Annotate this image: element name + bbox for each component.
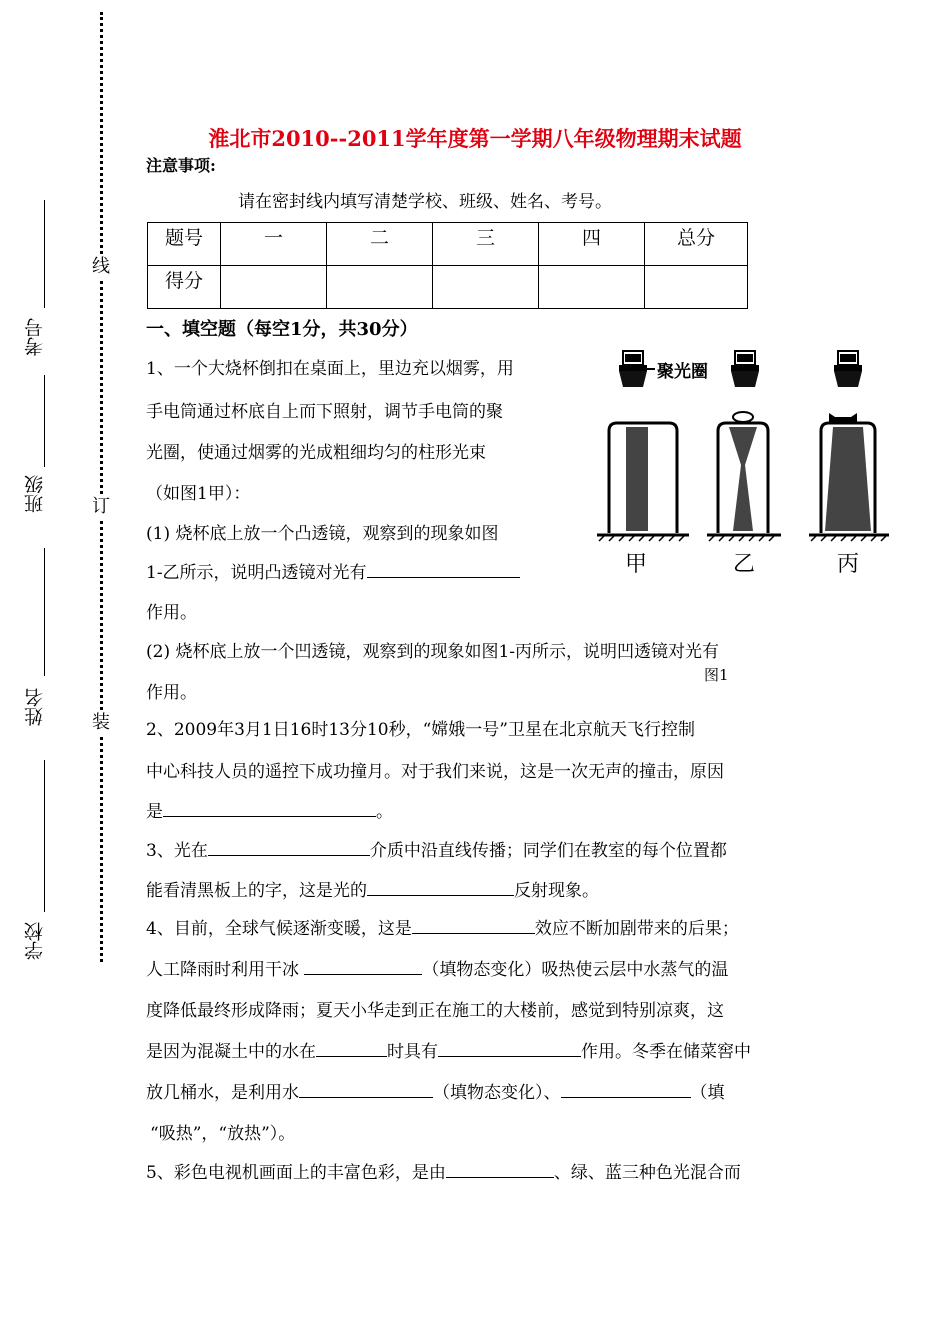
q2-line: 2、2009年3月1日16时13分10秒，“嫦娥一号”卫星在北京航天飞行控制 — [146, 720, 695, 740]
score-input-cell[interactable] — [433, 266, 539, 309]
page-title: 淮北市2010--2011学年度第一学期八年级物理期末试题 — [208, 126, 742, 151]
answer-blank[interactable] — [438, 1039, 581, 1057]
q4-text: （填物态变化）吸热使云层中水蒸气的温 — [422, 960, 729, 980]
q4-text: 作用。冬季在储菜窖中 — [581, 1042, 751, 1062]
answer-blank[interactable] — [208, 838, 370, 856]
table-surface — [597, 535, 889, 541]
q3-text: 反射现象。 — [514, 881, 599, 901]
answer-blank[interactable] — [412, 916, 535, 934]
q5-line-with-blank — [146, 1158, 741, 1183]
q4-line-with-blank — [146, 1037, 751, 1062]
exam-number-line — [44, 200, 45, 308]
answer-blank[interactable] — [367, 878, 514, 896]
q1-line: 光圈，使通过烟雾的光成粗细均匀的柱形光束 — [146, 443, 486, 463]
answer-blank[interactable] — [163, 799, 376, 817]
beaker-yi — [718, 412, 768, 533]
q4-line: 度降低最终形成降雨；夏天小华走到正在施工的大楼前，感觉到特别凉爽，这 — [146, 1001, 724, 1021]
figure-label-bing: 丙 — [837, 552, 860, 577]
q1-line: 作用。 — [146, 683, 197, 703]
q2-line: 中心科技人员的遥控下成功撞月。对于我们来说，这是一次无声的撞击，原因 — [146, 762, 724, 782]
q3-text: 3、光在 — [146, 841, 208, 861]
score-input-cell[interactable] — [327, 266, 433, 309]
answer-blank[interactable] — [316, 1039, 387, 1057]
score-cell: 总分 — [645, 223, 748, 266]
q4-text: （填 — [690, 1083, 725, 1103]
q1-line: (2) 烧杯底上放一个凹透镜，观察到的现象如图1-丙所示，说明凹透镜对光有 — [146, 642, 720, 662]
q3-text: 介质中沿直线传播；同学们在教室的每个位置都 — [369, 841, 727, 861]
callout-label: 聚光圈 — [657, 362, 708, 382]
answer-blank[interactable] — [561, 1080, 691, 1098]
binding-char-xian: 线 — [89, 256, 113, 278]
q3-text: 能看清黑板上的字，这是光的 — [146, 881, 367, 901]
flashlight-icon — [619, 351, 647, 387]
answer-blank[interactable] — [446, 1160, 554, 1178]
score-cell: 二 — [327, 223, 433, 266]
q5-text: 、绿、蓝三种色光混合而 — [553, 1163, 741, 1183]
answer-blank[interactable] — [367, 560, 520, 578]
q4-text: 时具有 — [387, 1042, 438, 1062]
score-input-cell[interactable] — [539, 266, 645, 309]
figure-caption: 图1 — [704, 666, 729, 684]
school-line — [44, 760, 45, 912]
q4-text: （填物态变化）、 — [433, 1083, 561, 1103]
q1-line: （如图1甲）： — [146, 484, 251, 504]
exam-number-label: 考号 — [24, 318, 46, 356]
figure-1 — [595, 345, 915, 577]
q1-line: 手电筒通过杯底自上而下照射，调节手电筒的聚 — [146, 402, 503, 422]
q1-line: 作用。 — [146, 603, 197, 623]
q1-line: 1、一个大烧杯倒扣在桌面上，里边充以烟雾，用 — [146, 359, 514, 379]
q3-line-with-blank — [146, 876, 599, 901]
q4-text: 效应不断加剧带来的后果； — [534, 919, 739, 939]
q4-text: 人工降雨时利用干冰 — [146, 960, 305, 980]
q3-line-with-blank — [146, 836, 727, 861]
score-table-score-row — [148, 266, 748, 309]
class-line — [44, 375, 45, 467]
q2-text: 是 — [146, 802, 163, 822]
section-heading: 一、填空题（每空1分，共30分） — [146, 319, 418, 340]
q4-text: 是因为混凝土中的水在 — [146, 1042, 316, 1062]
score-cell: 四 — [539, 223, 645, 266]
name-label: 姓名 — [24, 688, 46, 726]
score-cell: 三 — [433, 223, 539, 266]
score-table-header-row — [148, 223, 748, 266]
figure-label-yi: 乙 — [733, 552, 756, 577]
q4-line-with-blank — [146, 914, 739, 939]
q1-line: (1) 烧杯底上放一个凸透镜，观察到的现象如图 — [146, 524, 499, 544]
binding-dotted-line — [100, 12, 103, 962]
q4-line: “吸热”，“放热”）。 — [150, 1124, 296, 1144]
q4-line-with-blank — [146, 1078, 725, 1103]
name-line — [44, 548, 45, 676]
binding-char-ding: 订 — [89, 496, 113, 518]
q2-line-with-blank — [146, 797, 393, 822]
q2-text: 。 — [376, 802, 393, 822]
score-input-cell[interactable] — [645, 266, 748, 309]
q4-text: 放几桶水，是利用水 — [146, 1083, 299, 1103]
flashlight-icon — [834, 351, 862, 387]
notice-heading: 注意事项: — [146, 156, 216, 175]
figure-label-jia: 甲 — [625, 552, 648, 577]
score-cell: 题号 — [148, 223, 221, 266]
binding-char-zhuang: 装 — [89, 712, 113, 734]
beaker-jia — [609, 423, 677, 533]
beaker-bing — [821, 413, 875, 533]
q4-line-with-blank — [146, 955, 728, 980]
figure-1-drawing — [595, 345, 915, 577]
notice-text: 请在密封线内填写清楚学校、班级、姓名、考号。 — [238, 192, 612, 212]
flashlight-icon — [731, 351, 759, 387]
q1-text: 1-乙所示，说明凸透镜对光有 — [146, 563, 367, 583]
score-input-cell[interactable] — [221, 266, 327, 309]
score-cell: 得分 — [148, 266, 221, 309]
q5-text: 5、彩色电视机画面上的丰富色彩，是由 — [146, 1163, 446, 1183]
class-label: 班级 — [24, 475, 46, 513]
answer-blank[interactable] — [304, 957, 422, 975]
answer-blank[interactable] — [299, 1080, 433, 1098]
q1-line-with-blank — [146, 558, 520, 583]
score-cell: 一 — [221, 223, 327, 266]
q4-text: 4、目前，全球气候逐渐变暖，这是 — [146, 919, 412, 939]
school-label: 学校 — [24, 922, 46, 960]
score-table — [147, 222, 748, 309]
